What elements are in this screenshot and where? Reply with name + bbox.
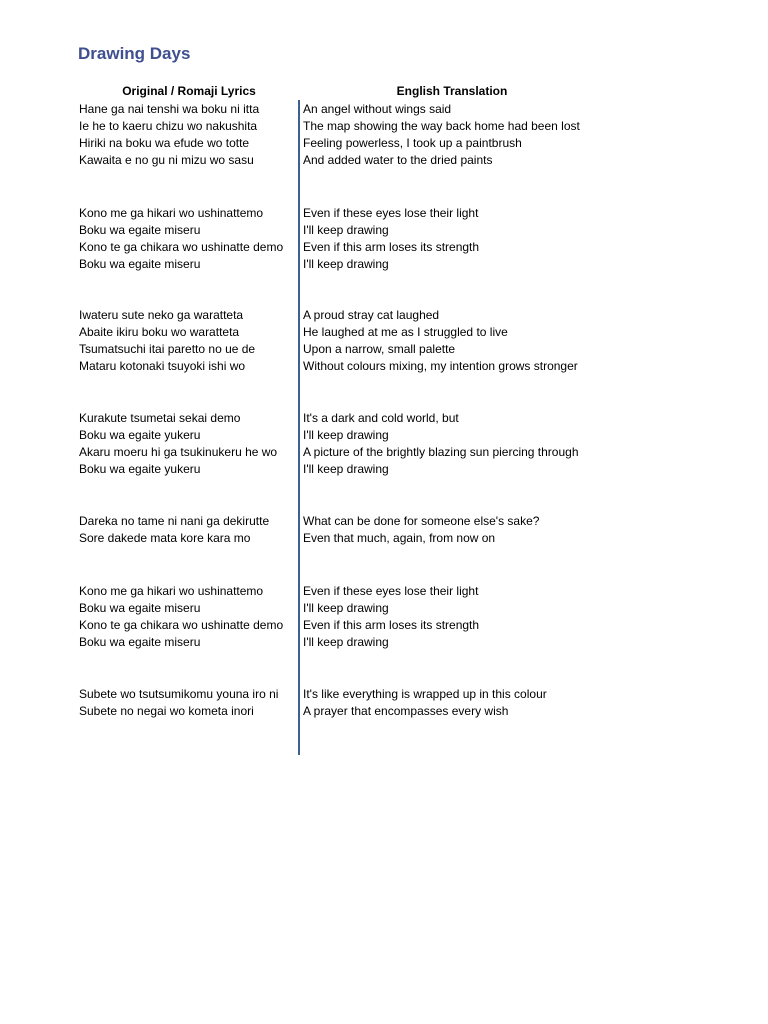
stanza <box>0 101 768 169</box>
english-line: And added water to the dried paints <box>303 153 493 167</box>
romaji-line: Boku wa egaite miseru <box>79 223 201 237</box>
english-line: I'll keep drawing <box>303 257 389 271</box>
romaji-line: Boku wa egaite miseru <box>79 257 201 271</box>
lyric-line <box>0 152 768 169</box>
english-line: A prayer that encompasses every wish <box>303 704 509 718</box>
romaji-line: Boku wa egaite yukeru <box>79 428 201 442</box>
document-title: Drawing Days <box>78 44 191 63</box>
lyric-line <box>0 427 768 444</box>
english-line: I'll keep drawing <box>303 223 389 237</box>
lyric-line <box>0 239 768 256</box>
lyric-line <box>0 410 768 427</box>
english-line: The map showing the way back home had been lost <box>303 119 580 133</box>
lyric-line <box>0 686 768 703</box>
romaji-line: Subete no negai wo kometa inori <box>79 704 254 718</box>
romaji-line: Boku wa egaite yukeru <box>79 462 201 476</box>
romaji-line: Dareka no tame ni nani ga dekirutte <box>79 514 270 528</box>
romaji-line: Kono te ga chikara wo ushinatte demo <box>79 618 284 632</box>
romaji-line: Ie he to kaeru chizu wo nakushita <box>79 119 258 133</box>
english-line: An angel without wings said <box>303 102 452 116</box>
lyric-line <box>0 118 768 135</box>
english-line: Even if these eyes lose their light <box>303 584 479 598</box>
lyric-line <box>0 634 768 651</box>
lyric-line <box>0 101 768 118</box>
lyric-line <box>0 307 768 324</box>
romaji-line: Iwateru sute neko ga waratteta <box>79 308 244 322</box>
stanza <box>0 205 768 273</box>
stanza <box>0 410 768 478</box>
romaji-line: Hiriki na boku wa efude wo totte <box>79 136 250 150</box>
lyric-line <box>0 513 768 530</box>
romaji-line: Kawaita e no gu ni mizu wo sasu <box>79 153 254 167</box>
english-line: Feeling powerless, I took up a paintbrush <box>303 136 522 150</box>
romaji-line: Abaite ikiru boku wo waratteta <box>79 325 240 339</box>
lyric-line <box>0 583 768 600</box>
lyric-line <box>0 600 768 617</box>
lyric-line <box>0 530 768 547</box>
lyric-line <box>0 324 768 341</box>
romaji-line: Kono me ga hikari wo ushinattemo <box>79 206 264 220</box>
romaji-line: Kono me ga hikari wo ushinattemo <box>79 584 264 598</box>
stanza <box>0 583 768 651</box>
english-line: A proud stray cat laughed <box>303 308 440 322</box>
english-line: Without colours mixing, my intention grows stronger <box>303 359 578 373</box>
english-line: I'll keep drawing <box>303 601 389 615</box>
stanza <box>0 686 768 720</box>
lyric-line <box>0 444 768 461</box>
english-line: I'll keep drawing <box>303 635 389 649</box>
english-line: Even if these eyes lose their light <box>303 206 479 220</box>
lyric-line <box>0 222 768 239</box>
romaji-line: Kurakute tsumetai sekai demo <box>79 411 241 425</box>
english-line: I'll keep drawing <box>303 462 389 476</box>
romaji-line: Hane ga nai tenshi wa boku ni itta <box>79 102 260 116</box>
original-lyrics-header: Original / Romaji Lyrics <box>122 84 256 98</box>
english-line: It's like everything is wrapped up in this colour <box>303 687 547 701</box>
english-line: What can be done for someone else's sake? <box>303 514 540 528</box>
romaji-line: Boku wa egaite miseru <box>79 601 201 615</box>
romaji-line: Kono te ga chikara wo ushinatte demo <box>79 240 284 254</box>
lyric-line <box>0 135 768 152</box>
english-line: Upon a narrow, small palette <box>303 342 456 356</box>
romaji-line: Sore dakede mata kore kara mo <box>79 531 251 545</box>
english-line: Even that much, again, from now on <box>303 531 496 545</box>
english-translation-header: English Translation <box>396 84 508 98</box>
romaji-line: Subete wo tsutsumikomu youna iro ni <box>79 687 279 701</box>
lyric-line <box>0 703 768 720</box>
english-line: Even if this arm loses its strength <box>303 240 480 254</box>
romaji-line: Mataru kotonaki tsuyoki ishi wo <box>79 359 246 373</box>
english-line: He laughed at me as I struggled to live <box>303 325 508 339</box>
lyric-line <box>0 256 768 273</box>
romaji-line: Tsumatsuchi itai paretto no ue de <box>79 342 256 356</box>
romaji-line: Boku wa egaite miseru <box>79 635 201 649</box>
english-line: A picture of the brightly blazing sun piercing through <box>303 445 579 459</box>
stanza <box>0 513 768 547</box>
romaji-line: Akaru moeru hi ga tsukinukeru he wo <box>79 445 278 459</box>
stanza <box>0 307 768 375</box>
english-line: It's a dark and cold world, but <box>303 411 459 425</box>
lyric-line <box>0 341 768 358</box>
lyric-line <box>0 617 768 634</box>
english-line: Even if this arm loses its strength <box>303 618 480 632</box>
lyric-line <box>0 358 768 375</box>
lyric-line <box>0 205 768 222</box>
english-line: I'll keep drawing <box>303 428 389 442</box>
lyric-line <box>0 461 768 478</box>
